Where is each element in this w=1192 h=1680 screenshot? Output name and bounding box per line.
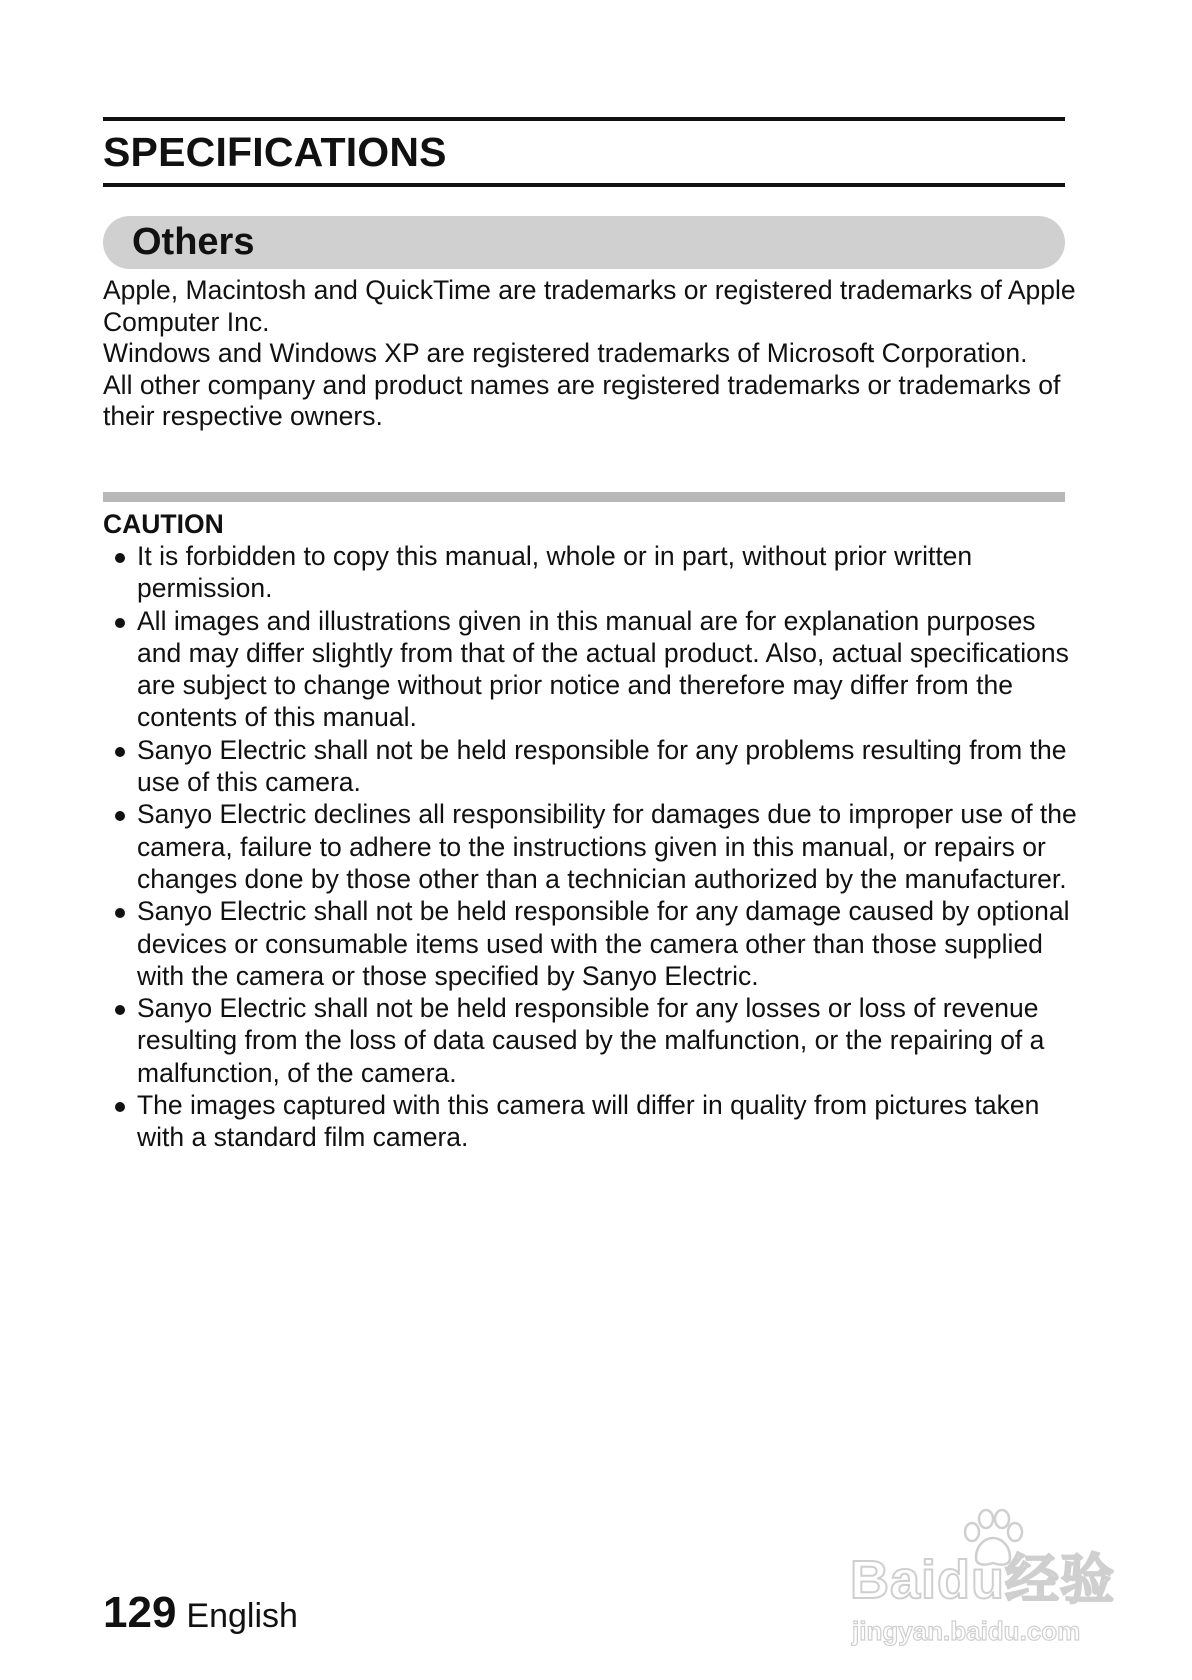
caution-item-text: It is forbidden to copy this manual, whole or in part, without prior written permission. bbox=[137, 541, 973, 604]
page-footer bbox=[103, 1588, 298, 1648]
caution-item bbox=[103, 992, 1083, 1089]
caution-item bbox=[103, 605, 1083, 734]
caution-item-text: All images and illustrations given in this manual are for explanation purposes and may differ slightly from that of the actual product. Also, actual specifications are subject to change without prior notice and therefore may differ from the contents of this manual. bbox=[137, 605, 1069, 733]
caution-item bbox=[103, 1089, 1083, 1154]
caution-item bbox=[103, 540, 1083, 605]
watermark-url: jingyan.baidu.com bbox=[852, 1616, 1081, 1646]
section-title: Others bbox=[132, 221, 255, 263]
caution-item bbox=[103, 798, 1083, 895]
bullet-icon bbox=[115, 747, 125, 757]
caution-item-text: The images captured with this camera will differ in quality from pictures taken with a standard film camera. bbox=[137, 1090, 1040, 1153]
page-title: SPECIFICATIONS bbox=[103, 129, 447, 175]
section-heading-bar bbox=[103, 216, 1065, 269]
page-number: 129 bbox=[103, 1588, 177, 1637]
bullet-icon bbox=[115, 1102, 125, 1112]
caution-heading: CAUTION bbox=[103, 509, 224, 539]
caution-item-text: Sanyo Electric declines all responsibility for damages due to improper use of the camera, failure to adhere to the instructions given in this manual, or repairs or changes done by those other than a technician authorized by the manufacturer. bbox=[137, 799, 1077, 894]
bullet-icon bbox=[115, 618, 125, 628]
bullet-icon bbox=[115, 553, 125, 563]
page-language: English bbox=[186, 1597, 298, 1635]
caution-divider bbox=[103, 492, 1065, 502]
bullet-icon bbox=[115, 908, 125, 918]
trademark-notes bbox=[103, 275, 1083, 433]
baidu-watermark bbox=[848, 1508, 1128, 1648]
bullet-icon bbox=[115, 811, 125, 821]
caution-item bbox=[103, 895, 1083, 992]
trademark-paragraph: Apple, Macintosh and QuickTime are trademarks or registered trademarks of Apple Computer Inc. bbox=[103, 275, 1076, 337]
title-rule-bottom bbox=[103, 183, 1065, 187]
bullet-icon bbox=[115, 1005, 125, 1015]
caution-item bbox=[103, 734, 1083, 799]
caution-item-text: Sanyo Electric shall not be held responsible for any damage caused by optional devices or consumable items used with the camera other than those supplied with the camera or those specified by Sanyo Electric. bbox=[137, 896, 1070, 991]
caution-item-text: Sanyo Electric shall not be held responsible for any losses or loss of revenue resulting from the loss of data caused by the malfunction, or the repairing of a malfunction, of the camera. bbox=[137, 993, 1045, 1088]
trademark-paragraph: Windows and Windows XP are registered trademarks of Microsoft Corporation. bbox=[103, 338, 1028, 368]
caution-item-text: Sanyo Electric shall not be held responsible for any problems resulting from the use of this camera. bbox=[137, 734, 1067, 798]
title-rule-top bbox=[103, 117, 1065, 121]
caution-list bbox=[103, 540, 1083, 1154]
watermark-brand: Baidu经验 bbox=[850, 1550, 1116, 1610]
trademark-paragraph: All other company and product names are registered trademarks or trademarks of their respective owners. bbox=[103, 369, 1061, 431]
